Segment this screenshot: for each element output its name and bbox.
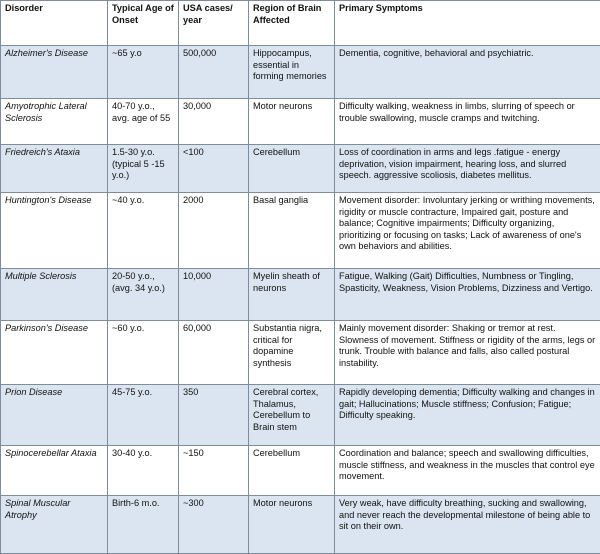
cases-cell: 350 [179, 385, 249, 446]
onset-cell: Birth-6 m.o. [108, 496, 179, 554]
region-cell: Motor neurons [249, 99, 335, 145]
symptoms-cell: Mainly movement disorder: Shaking or tremor at rest. Slowness of movement. Stiffness or rigidity of the arms, legs or trunk. Trouble with balance and falls, also called postural instability. [335, 321, 600, 385]
onset-cell: 40-70 y.o., avg. age of 55 [108, 99, 179, 145]
disorder-cell: Alzheimer's Disease [1, 46, 108, 99]
onset-cell: 20-50 y.o., (avg. 34 y.o.) [108, 269, 179, 321]
header-symptoms: Primary Symptoms [335, 1, 600, 46]
cases-cell: ~150 [179, 446, 249, 496]
region-cell: Basal ganglia [249, 193, 335, 269]
table-row [1, 145, 600, 193]
table-row [1, 446, 600, 496]
region-cell: Cerebellum [249, 446, 335, 496]
disorder-cell: Huntington's Disease [1, 193, 108, 269]
symptoms-cell: Dementia, cognitive, behavioral and psychiatric. [335, 46, 600, 99]
region-cell: Cerebellum [249, 145, 335, 193]
region-cell: Myelin sheath of neurons [249, 269, 335, 321]
onset-cell: ~65 y.o [108, 46, 179, 99]
symptoms-cell: Coordination and balance; speech and swallowing difficulties, muscle stiffness, and weakness in the muscles that control eye movement. [335, 446, 600, 496]
header-cases: USA cases/ year [179, 1, 249, 46]
onset-cell: 1.5-30 y.o. (typical 5 -15 y.o.) [108, 145, 179, 193]
cases-cell: 60,000 [179, 321, 249, 385]
header-region: Region of Brain Affected [249, 1, 335, 46]
disorder-cell: Spinocerebellar Ataxia [1, 446, 108, 496]
cases-cell: <100 [179, 145, 249, 193]
cases-cell: 30,000 [179, 99, 249, 145]
cases-cell: 10,000 [179, 269, 249, 321]
onset-cell: 45-75 y.o. [108, 385, 179, 446]
disorder-cell: Friedreich's Ataxia [1, 145, 108, 193]
disorder-cell: Spinal Muscular Atrophy [1, 496, 108, 554]
disorder-cell: Prion Disease [1, 385, 108, 446]
cases-cell: ~300 [179, 496, 249, 554]
symptoms-cell: Rapidly developing dementia; Difficulty walking and changes in gait; Hallucinations; Muscle stiffness; Confusion; Fatigue; Difficulty speaking. [335, 385, 600, 446]
symptoms-cell: Loss of coordination in arms and legs .fatigue - energy deprivation, vision impairment, hearing loss, and slurred speech. aggressive scoliosis, diabetes mellitus. [335, 145, 600, 193]
header-onset: Typical Age of Onset [108, 1, 179, 46]
symptoms-cell: Movement disorder: Involuntary jerking or writhing movements, rigidity or muscle contracture, Impaired gait, posture and balance; Cognitive impairments; Difficulty organizing, prioritizing or focusing on tasks; Lack of awareness of one's own behaviors and abilities. [335, 193, 600, 269]
table-row [1, 193, 600, 269]
symptoms-cell: Fatigue, Walking (Gait) Difficulties, Numbness or Tingling, Spasticity, Weakness, Vision Problems, Dizziness and Vertigo. [335, 269, 600, 321]
onset-cell: ~40 y.o. [108, 193, 179, 269]
table-row [1, 321, 600, 385]
disorder-cell: Multiple Sclerosis [1, 269, 108, 321]
table-row [1, 99, 600, 145]
onset-cell: 30-40 y.o. [108, 446, 179, 496]
cases-cell: 500,000 [179, 46, 249, 99]
region-cell: Substantia nigra, critical for dopamine synthesis [249, 321, 335, 385]
header-disorder: Disorder [1, 1, 108, 46]
onset-cell: ~60 y.o. [108, 321, 179, 385]
header-row [1, 1, 600, 46]
region-cell: Hippocampus, essential in forming memories [249, 46, 335, 99]
table-row [1, 269, 600, 321]
symptoms-cell: Very weak, have difficulty breathing, sucking and swallowing, and never reach the developmental milestone of being able to sit on their own. [335, 496, 600, 554]
region-cell: Cerebral cortex, Thalamus, Cerebellum to Brain stem [249, 385, 335, 446]
region-cell: Motor neurons [249, 496, 335, 554]
disorder-cell: Parkinson's Disease [1, 321, 108, 385]
table-row [1, 385, 600, 446]
cases-cell: 2000 [179, 193, 249, 269]
symptoms-cell: Difficulty walking, weakness in limbs, slurring of speech or trouble swallowing, muscle cramps and twitching. [335, 99, 600, 145]
table-row [1, 46, 600, 99]
table-row [1, 496, 600, 554]
disorder-cell: Amyotrophic Lateral Sclerosis [1, 99, 108, 145]
